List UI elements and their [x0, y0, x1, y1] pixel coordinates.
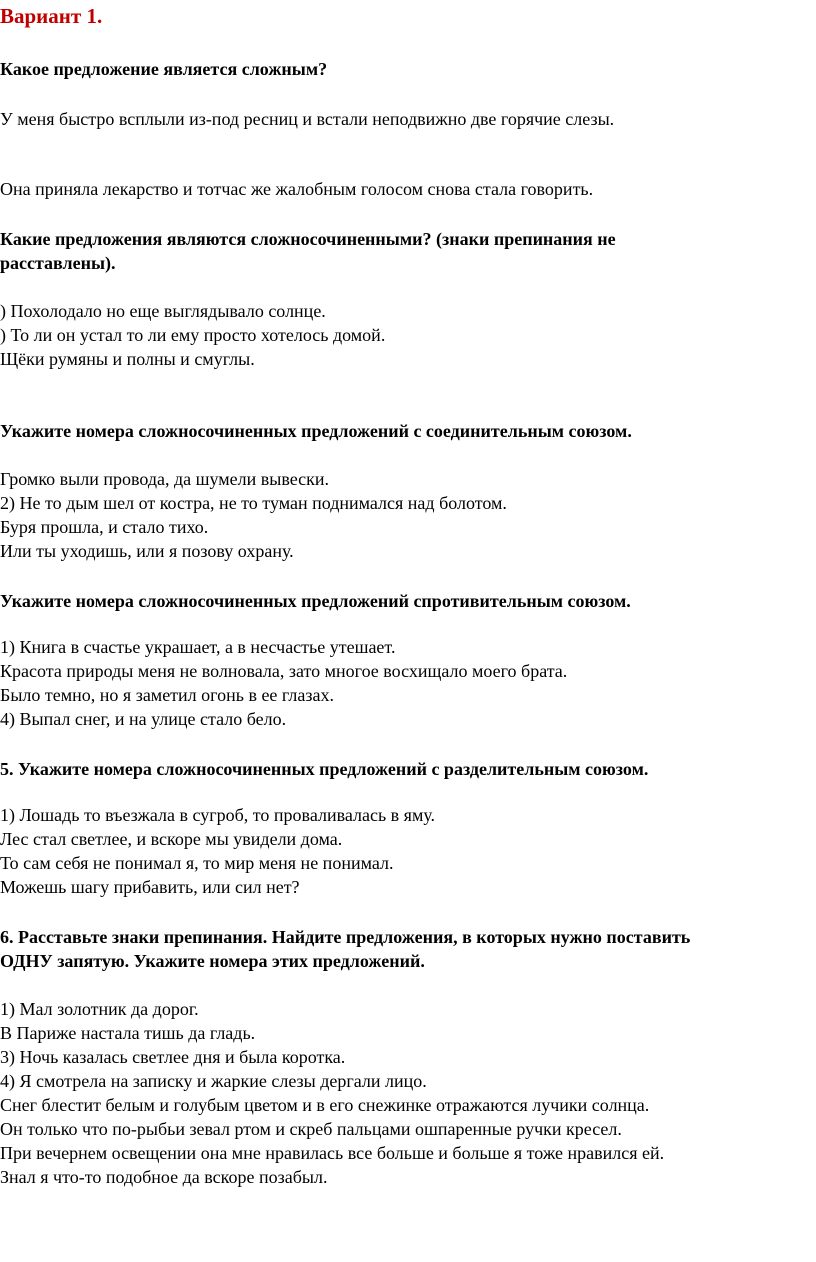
q6-option: Он только что по-рыбьи зевал ртом и скреб пальцами ошпаренные ручки кресел. — [0, 1119, 622, 1139]
q6-question: ОДНУ запятую. Укажите номера этих предложений. — [0, 951, 425, 971]
q4-question: Укажите номера сложносочиненных предложений спротивительным союзом. — [0, 591, 631, 611]
q3-option: 2) Не то дым шел от костра, не то туман поднимался над болотом. — [0, 493, 507, 513]
q2-question: Какие предложения являются сложносочиненными? (знаки препинания не — [0, 229, 616, 249]
q6-option: 3) Ночь казалась светлее дня и была коротка. — [0, 1047, 346, 1067]
q1-question: Какое предложение является сложным? — [0, 59, 328, 79]
q5-option: Лес стал светлее, и вскоре мы увидели дома. — [0, 829, 343, 849]
q6-option: 1) Мал золотник да дорог. — [0, 999, 199, 1019]
q6-option: 4) Я смотрела на записку и жаркие слезы дергали лицо. — [0, 1071, 427, 1091]
q4-option: Было темно, но я заметил огонь в ее глазах. — [0, 685, 334, 705]
q3-option: Буря прошла, и стало тихо. — [0, 517, 209, 537]
q6-option: Знал я что-то подобное да вскоре позабыл. — [0, 1167, 328, 1187]
q6-question: 6. Расставьте знаки препинания. Найдите предложения, в которых нужно поставить — [0, 927, 691, 947]
q3-question: Укажите номера сложносочиненных предложений с соединительным союзом. — [0, 421, 632, 441]
q5-option: Можешь шагу прибавить, или сил нет? — [0, 877, 300, 897]
q3-option: Громко выли провода, да шумели вывески. — [0, 469, 330, 489]
q4-option: Красота природы меня не волновала, зато многое восхищало моего брата. — [0, 661, 568, 681]
q5-question: 5. Укажите номера сложносочиненных предложений с разделительным союзом. — [0, 759, 649, 779]
q1-option: У меня быстро всплыли из-под ресниц и встали неподвижно две горячие слезы. — [0, 109, 615, 129]
q1-option: Она приняла лекарство и тотчас же жалобным голосом снова стала говорить. — [0, 179, 594, 199]
q5-option: То сам себя не понимал я, то мир меня не понимал. — [0, 853, 394, 873]
q2-question: расставлены). — [0, 253, 116, 273]
q4-option: 1) Книга в счастье украшает, а в несчастье утешает. — [0, 637, 396, 657]
q4-option: 4) Выпал снег, и на улице стало бело. — [0, 709, 287, 729]
q5-option: 1) Лошадь то въезжала в сугроб, то проваливалась в яму. — [0, 805, 436, 825]
q6-option: В Париже настала тишь да гладь. — [0, 1023, 256, 1043]
variant-title: Вариант 1. — [0, 4, 103, 28]
q2-option: ) То ли он устал то ли ему просто хотелось домой. — [0, 325, 386, 345]
q3-option: Или ты уходишь, или я позову охрану. — [0, 541, 294, 561]
q6-option: При вечернем освещении она мне нравилась все больше и больше я тоже нравился ей. — [0, 1143, 665, 1163]
q2-option: ) Похолодало но еще выглядывало солнце. — [0, 301, 326, 321]
q2-option: Щёки румяны и полны и смуглы. — [0, 349, 255, 369]
q6-option: Снег блестит белым и голубым цветом и в его снежинке отражаются лучики солнца. — [0, 1095, 650, 1115]
